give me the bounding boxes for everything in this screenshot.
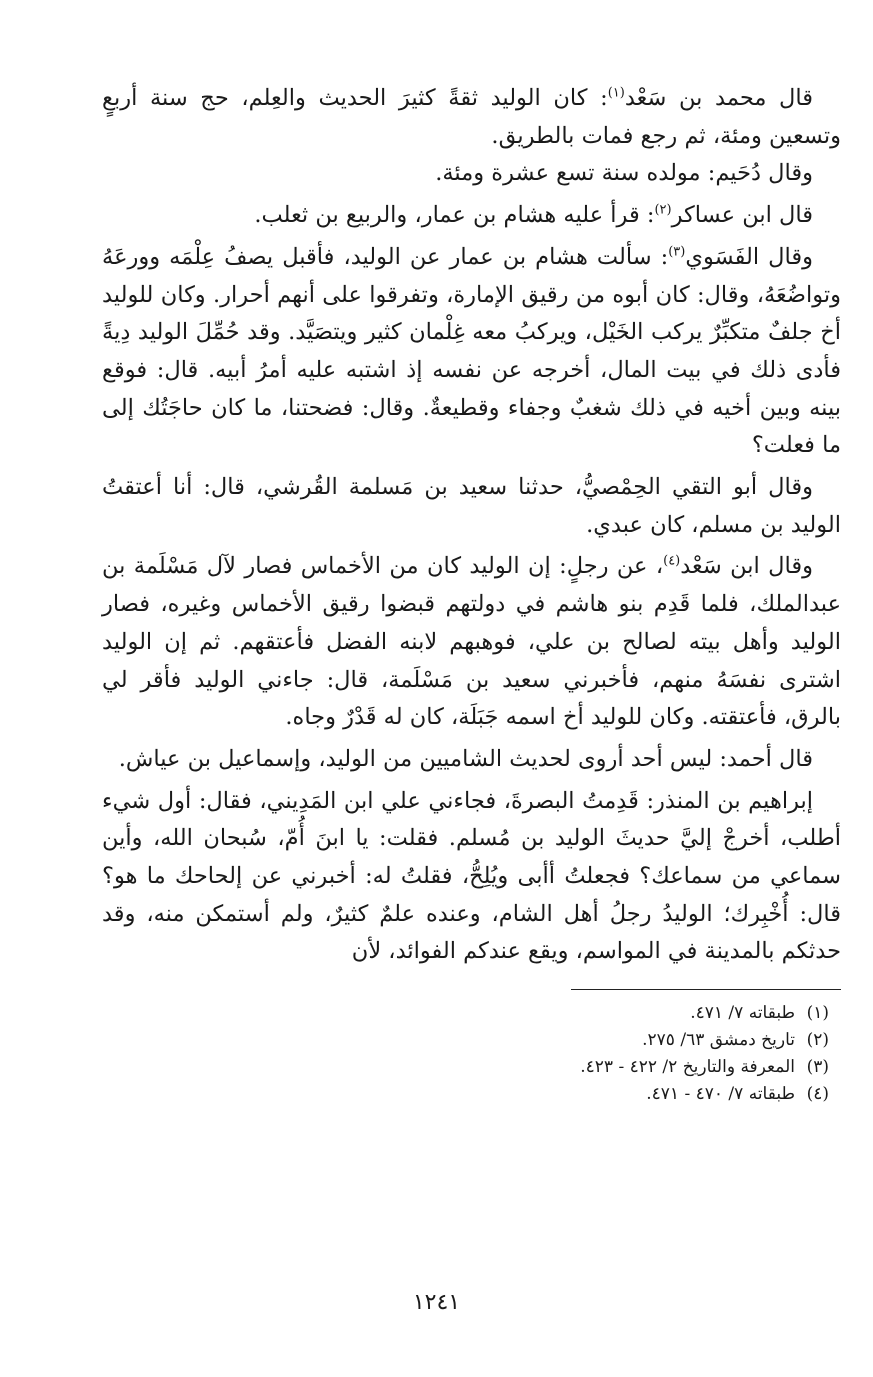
paragraph-abu-taqi: وقال أبو التقي الحِمْصيُّ، حدثنا سعيد بن مَسلمة القُرشي، قال: أنا أعتقتُ الوليد بن مسلم، كان عبدي.	[102, 474, 841, 538]
footnote-3: (٣)المعرفة والتاريخ ٢/ ٤٢٢ - ٤٢٣.	[580, 1057, 829, 1078]
footnote-ref-1: (١)	[607, 85, 625, 101]
page-number: ١٢٤١	[412, 1290, 461, 1315]
paragraph-fasawi: وقال الفَسَوي$^{(٣)}$: سألت هشام بن عمار عن الوليد، فأقبل يصفُ عِلْمَه وورعَهُ وتواضُعَهُ، وقال: كان أبوه من رقيق الإمارة، وتفرقوا على أنهم أحرار. وكان للوليد أخ جلفٌ متكبِّرٌ يركب الخَيْل، ويركبُ معه غِلْمان كثير ويتصَيَّد. وقد حُمِّلَ الوليد دِيةً فأدى ذلك في بيت المال، أخرجه عن نفسه إذ اشتبه عليه أمرُ أبيه. قال: فوقع بينه وبين أخيه في ذلك شغبٌ وجفاء وقطيعةٌ. وقال: فضحتنا، ما كان حاجَتُك إلى ما فعلت؟	[102, 243, 841, 459]
footnote-ref-4: (٤)	[663, 553, 681, 569]
paragraph-ibn-asakir: قال ابن عساكر$^{(٢)}$: قرأ عليه هشام بن عمار، والربيع بن ثعلب.	[254, 202, 813, 229]
footnote-1: (١)طبقاته ٧/ ٤٧١.	[690, 1003, 829, 1024]
paragraph-ibn-saad-2: وقال ابن سَعْد$^{(٤)}$، عن رجلٍ: إن الوليد كان من الأخماس فصار لآل مَسْلَمة بن عبدالملك، فلما قَدِم بنو هاشم في دولتهم قبضوا رقيق الأخماس وغيره، فصار الوليد وأهل بيته لصالح بن علي، فوهبهم لابنه الفضل فأعتقهم. ثم إن الوليد اشترى نفسَهُ منهم، فأخبرني سعيد بن مَسْلَمة، قال: جاءني الوليد فأقر لي بالرق، فأعتقته. وكان للوليد أخ اسمه جَبَلَة، كان له قَدْرٌ وجاه.	[102, 553, 841, 731]
paragraph-ibn-saad: قال محمد بن سَعْد$^{(١)}$: كان الوليد ثقةً كثيرَ الحديث والعِلم، حج سنة أربعٍ وتسعين ومئة، ثم رجع فمات بالطريق.	[102, 85, 841, 149]
footnotes	[102, 1000, 841, 1108]
paragraph-ahmad: قال أحمد: ليس أحد أروى لحديث الشاميين من الوليد، وإسماعيل بن عياش.	[118, 745, 813, 772]
footnote-4: (٤)طبقاته ٧/ ٤٧٠ - ٤٧١.	[646, 1084, 829, 1105]
paragraph-duhaym: وقال دُحَيم: مولده سنة تسع عشرة ومئة.	[435, 160, 813, 187]
footnote-ref-2: (٢)	[654, 202, 672, 218]
footnote-ref-3: (٣)	[668, 244, 686, 260]
paragraph-ibrahim: إبراهيم بن المنذر: قَدِمتُ البصرةَ، فجاءني علي ابن المَدِيني، فقال: أول شيء أطلب، أخرجْ إليَّ حديثَ الوليد بن مُسلم. فقلت: يا ابنَ أُمّ، سُبحان الله، وأين سماعي من سماعك؟ فجعلتُ أأبى ويُلِحُّ، فقلتُ له: أخبرني عن إلحاحك ما هو؟ قال: أُخْبِرك؛ الوليدُ رجلُ أهل الشام، وعنده علمٌ كثيرٌ، ولم أستمكن منه، وقد حدثكم بالمدينة في المواسم، ويقع عندكم الفوائد، لأن	[102, 787, 841, 965]
footnote-2: (٢)تاريخ دمشق ٦٣/ ٢٧٥.	[642, 1030, 829, 1051]
footnote-divider	[571, 989, 841, 990]
main-text	[102, 80, 841, 971]
